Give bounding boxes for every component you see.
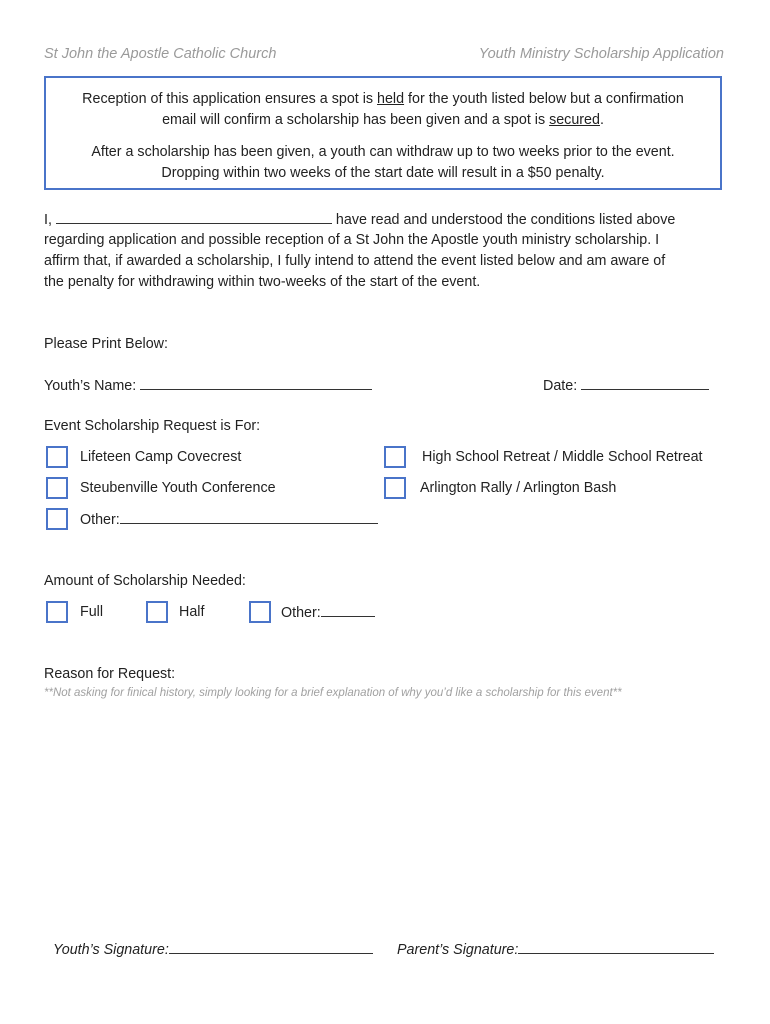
affirm-suffix: have read and understood the conditions listed above [335, 212, 676, 228]
checkbox-lifeteen[interactable] [46, 446, 68, 468]
event-other-field[interactable] [120, 509, 378, 524]
notice-paragraph-2 [46, 131, 720, 184]
notice-text: . [599, 112, 604, 128]
event-section-label: Event Scholarship Request is For: [44, 418, 261, 434]
notice-secured-word: secured [549, 112, 600, 128]
form-title: Youth Ministry Scholarship Application [478, 46, 724, 62]
affirm-prefix: I, [44, 212, 52, 228]
notice-text: Dropping within two weeks of the start date will result in a $50 penalty. [161, 165, 605, 181]
option-lifeteen-label: Lifeteen Camp Covecrest [80, 449, 242, 465]
notice-held-word: held [377, 91, 405, 107]
checkbox-half[interactable] [146, 601, 168, 623]
affirm-line-4: the penalty for withdrawing within two-weeks of the start of the event. [44, 274, 481, 290]
notice-text: After a scholarship has been given, a youth can withdraw up to two weeks prior to the event. [91, 144, 675, 160]
date-row [543, 375, 709, 397]
youth-name-row [44, 375, 372, 397]
amount-other-field[interactable] [321, 602, 375, 617]
option-full-label: Full [80, 604, 104, 620]
youth-name-field[interactable] [140, 375, 372, 390]
youth-signature-label: Youth’s Signature: [53, 942, 169, 958]
option-steubenville-label: Steubenville Youth Conference [80, 480, 276, 496]
checkbox-full[interactable] [46, 601, 68, 623]
option-half-label: Half [179, 604, 205, 620]
youth-name-label: Youth’s Name: [44, 378, 137, 394]
date-field[interactable] [581, 375, 709, 390]
checkbox-amount-other[interactable] [249, 601, 271, 623]
option-amount-other-row [281, 602, 375, 624]
reason-answer-area[interactable] [44, 710, 722, 920]
print-below-label: Please Print Below: [44, 336, 168, 352]
affirm-name-blank[interactable] [56, 209, 332, 224]
youth-signature-field[interactable] [169, 939, 373, 954]
checkbox-event-other[interactable] [46, 508, 68, 530]
notice-paragraph-1 [46, 78, 720, 131]
parent-signature-label: Parent’s Signature: [397, 942, 519, 958]
notice-box [44, 76, 722, 190]
checkbox-retreat[interactable] [384, 446, 406, 468]
option-event-other-row [80, 509, 378, 531]
church-name: St John the Apostle Catholic Church [44, 46, 277, 62]
notice-text: email will confirm a scholarship has been given and a spot is [162, 112, 550, 128]
option-retreat-label: High School Retreat / Middle School Retreat [422, 449, 703, 465]
notice-text: Reception of this application ensures a spot is [82, 91, 378, 107]
parent-signature-field[interactable] [518, 939, 714, 954]
reason-note: **Not asking for finical history, simply looking for a brief explanation of why you’d like a scholarship for this event** [44, 687, 622, 699]
amount-section-label: Amount of Scholarship Needed: [44, 573, 246, 589]
option-amount-other-label: Other: [281, 605, 321, 621]
checkbox-arlington[interactable] [384, 477, 406, 499]
parent-signature-row [397, 939, 714, 958]
notice-text: for the youth listed below but a confirmation [404, 91, 684, 107]
reason-label: Reason for Request: [44, 666, 176, 682]
affirm-line-3: affirm that, if awarded a scholarship, I fully intend to attend the event listed below and am aware of [44, 253, 666, 269]
youth-signature-row [53, 939, 373, 958]
date-label: Date: [543, 378, 578, 394]
checkbox-steubenville[interactable] [46, 477, 68, 499]
affirm-line-2: regarding application and possible reception of a St John the Apostle youth ministry scholarship. I [44, 232, 660, 248]
affirm-line-1 [44, 209, 675, 231]
option-event-other-label: Other: [80, 512, 120, 528]
option-arlington-label: Arlington Rally / Arlington Bash [420, 480, 617, 496]
